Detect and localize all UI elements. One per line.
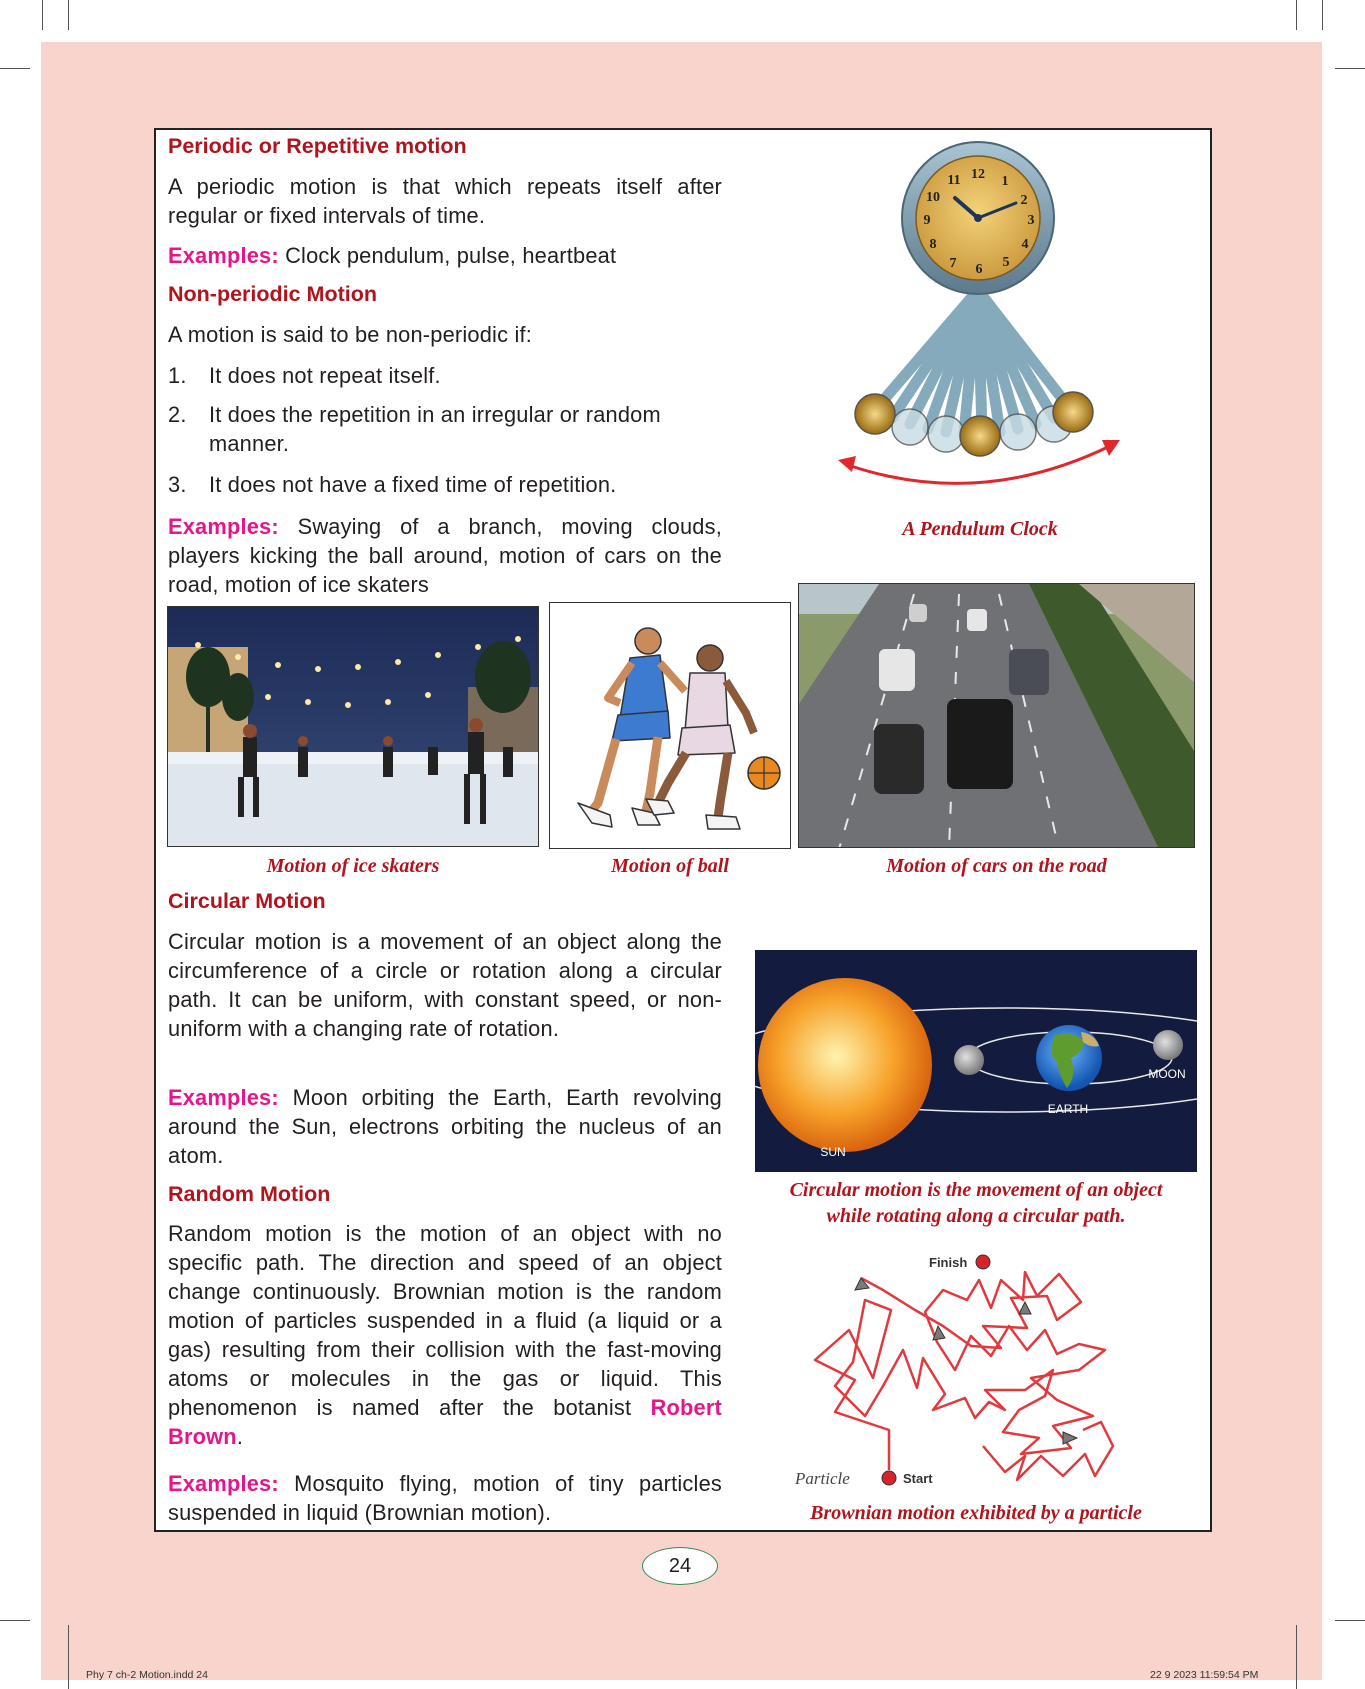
crop-mark xyxy=(42,0,43,30)
circular-heading: Circular Motion xyxy=(168,889,326,913)
solar-caption-line2: while rotating along a circular path. xyxy=(826,1205,1126,1227)
pendulum-clock-caption: A Pendulum Clock xyxy=(902,518,1058,540)
ice-skaters-caption: Motion of ice skaters xyxy=(266,855,440,877)
pendulum-clock-illustration xyxy=(830,140,1130,510)
examples-text: Mosquito flying, motion of tiny particles suspended in liquid (Brownian motion). xyxy=(168,1471,722,1525)
list-number: 1. xyxy=(168,363,187,388)
clock-numeral: 11 xyxy=(947,173,961,188)
clock-numeral: 2 xyxy=(1020,193,1028,208)
list-item xyxy=(168,470,722,499)
list-item xyxy=(168,400,722,458)
finish-label: Finish xyxy=(929,1255,968,1270)
examples-label: Examples: xyxy=(168,243,279,268)
print-slug-left: Phy 7 ch-2 Motion.indd 24 xyxy=(86,1669,208,1681)
cars-caption: Motion of cars on the road xyxy=(886,855,1107,877)
examples-text: Moon orbiting the Earth, Earth revolving around the Sun, electrons orbiting the nucleus of an atom. xyxy=(168,1085,722,1168)
clock-numeral: 7 xyxy=(949,256,957,271)
crop-mark xyxy=(68,1625,69,1689)
robert-brown-name: Robert Brown xyxy=(168,1395,722,1449)
clock-numeral: 8 xyxy=(929,237,937,252)
periodic-examples xyxy=(168,241,722,270)
clock-numeral: 5 xyxy=(1002,255,1010,270)
clock-numeral: 12 xyxy=(971,167,985,182)
print-slug-right: 22 9 2023 11:59:54 PM xyxy=(1150,1669,1259,1681)
solar-caption-line1: Circular motion is the movement of an object xyxy=(789,1179,1163,1201)
clock-numeral: 9 xyxy=(923,213,931,228)
crop-mark xyxy=(0,1620,30,1621)
examples-text: Clock pendulum, pulse, heartbeat xyxy=(278,243,617,268)
cars-on-road-photo xyxy=(798,583,1195,848)
sun-label: SUN xyxy=(820,1145,846,1159)
random-definition-text: Random motion is the motion of an object with no specific path. The direction and speed of an object change continuously. Brownian motion is the random motion of particles suspended in a fluid (a liquid or a gas) resulting from their collision with the fast-moving atoms or molecules in the gas or liquid. This phenomenon is named after the botanist xyxy=(168,1221,722,1420)
ice-skaters-photo xyxy=(167,606,539,847)
crop-mark xyxy=(1335,1620,1365,1621)
brownian-caption: Brownian motion exhibited by a particle xyxy=(810,1502,1142,1524)
clock-numeral: 3 xyxy=(1027,213,1035,228)
random-heading: Random Motion xyxy=(168,1182,331,1206)
examples-text: Swaying of a branch, moving clouds, players kicking the ball around, motion of cars on the road, motion of ice skaters xyxy=(168,514,722,597)
random-period: . xyxy=(236,1424,244,1449)
examples-label: Examples: xyxy=(168,1471,279,1496)
crop-mark xyxy=(1335,68,1365,69)
earth-label: EARTH xyxy=(1047,1102,1089,1116)
clock-numeral: 4 xyxy=(1021,237,1029,252)
examples-label: Examples: xyxy=(168,514,279,539)
circular-definition: Circular motion is a movement of an object along the circumference of a circle or rotation along a circular path. It can be uniform, with constant speed, or non-uniform with a changing rate of rotation. xyxy=(168,929,722,1041)
start-label: Start xyxy=(903,1471,933,1486)
crop-mark xyxy=(0,68,30,69)
particle-label: Particle xyxy=(795,1469,850,1488)
circular-examples xyxy=(168,1083,722,1170)
crop-mark xyxy=(1322,0,1323,30)
brownian-motion-path-diagram xyxy=(795,1250,1145,1495)
list-text: It does the repetition in an irregular or random manner. xyxy=(209,402,661,456)
list-text: It does not repeat itself. xyxy=(209,363,441,388)
non-periodic-examples xyxy=(168,512,722,599)
crop-mark xyxy=(68,0,69,30)
list-number: 3. xyxy=(168,472,187,497)
page-number: 24 xyxy=(642,1547,718,1585)
periodic-definition: A periodic motion is that which repeats itself after regular or fixed intervals of time. xyxy=(168,174,722,228)
clock-numeral: 10 xyxy=(926,190,940,205)
list-text: It does not have a fixed time of repetition. xyxy=(209,472,617,497)
random-examples xyxy=(168,1469,722,1527)
list-number: 2. xyxy=(168,402,187,427)
ball-caption: Motion of ball xyxy=(611,855,729,877)
crop-mark xyxy=(1296,1625,1297,1689)
moon-label: MOON xyxy=(1148,1067,1186,1081)
non-periodic-heading: Non-periodic Motion xyxy=(168,282,377,306)
clock-numeral: 1 xyxy=(1001,174,1009,189)
examples-label: Examples: xyxy=(168,1085,279,1110)
crop-mark xyxy=(1296,0,1297,30)
list-item xyxy=(168,361,722,390)
sun-earth-moon-diagram xyxy=(755,950,1197,1172)
basketball-players-illustration xyxy=(549,602,791,849)
random-definition xyxy=(168,1219,722,1451)
periodic-heading: Periodic or Repetitive motion xyxy=(168,134,467,158)
clock-numeral: 6 xyxy=(975,262,983,277)
non-periodic-intro: A motion is said to be non-periodic if: xyxy=(168,322,533,347)
